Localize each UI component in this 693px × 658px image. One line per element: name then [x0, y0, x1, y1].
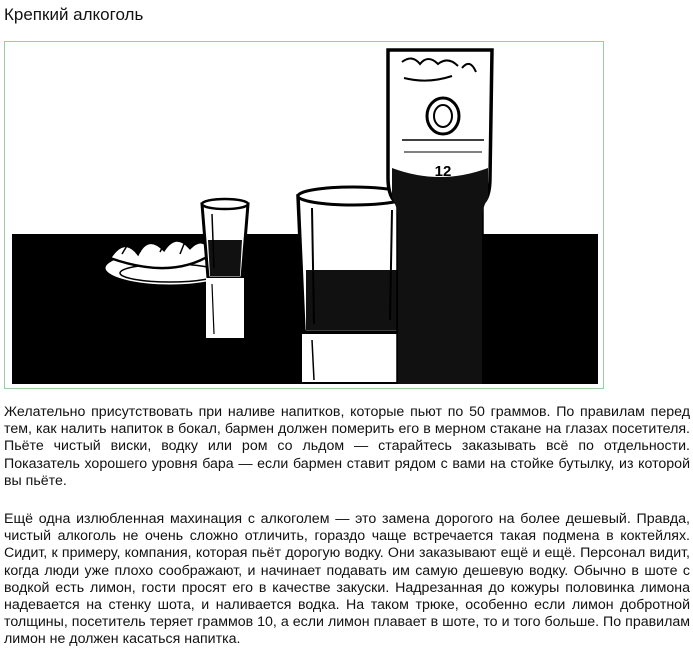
paragraph-1: Желательно присутствовать при наливе напитков, которые пьют по 50 граммов. По правилам перед тем, как налить напиток в бокал, бармен должен померить его в мерном стакане на глазах посетителя. Пьёте чистый виски, водку или ром со льдом — старайтесь заказывать всё по отдельности. Показатель хорошего уровня бара — если бармен ставит рядом с вами на стойке бутылку, из которой вы пьёте.	[4, 404, 690, 489]
paragraph-2: Ещё одна излюбленная махинация с алкоголем — это замена дорогого на более дешевый. Правда, чистый алкоголь не очень сложно отличить, гораздо чаще встречается такая подмена в коктейлях. Сидит, к примеру, компания, которая пьёт дорогую водку. Они заказывают ещё и ещё. Персонал видит, когда люди уже плохо соображают, и начинает подавать им самую дешевую водку. Обычно в шоте с водкой есть лимон, гости просят его в качестве закуски. Надрезанная до кожуры половинка лимона надевается на стенку шота, и наливается водка. На таком трюке, особенно если лимон добротной толщины, посетитель теряет граммов 10, а если лимон плавает в шоте, то и того больше. По правилам лимон не должен касаться напитка.	[4, 511, 690, 648]
bar-illustration	[12, 48, 598, 384]
tumbler-glass-icon	[298, 187, 408, 382]
shot-glass-icon	[202, 199, 248, 338]
bottle-icon	[388, 50, 492, 384]
illustration-frame	[4, 41, 604, 389]
article-title: Крепкий алкоголь	[4, 5, 144, 24]
bottle-seal-icon	[427, 98, 459, 134]
bottle-label-number: 12	[434, 163, 452, 180]
